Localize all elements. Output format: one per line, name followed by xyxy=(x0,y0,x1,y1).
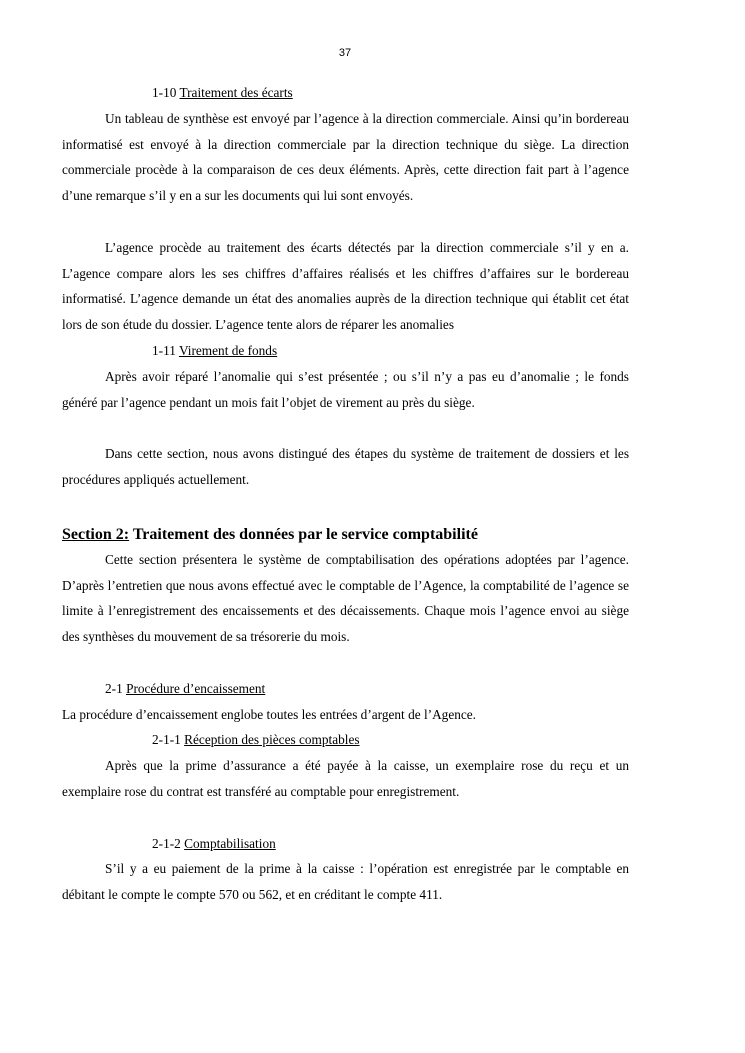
heading-title: Procédure d’encaissement xyxy=(126,680,266,696)
heading-title: Réception des pièces comptables xyxy=(184,732,360,748)
section-2-title xyxy=(62,523,629,547)
paragraph-1: Un tableau de synthèse est envoyé par l’agence à la direction commerciale. Ainsi qu’in bordereau informatisé est envoyé à la direction commerciale par la direction technique du siège. La direction commerciale procède à la comparaison de ces deux éléments. Après, cette direction fait part à l’agence d’une remarque s’il y en a sur les documents qui lui sont envoyés. xyxy=(62,110,629,204)
heading-title: Virement de fonds xyxy=(178,342,278,358)
paragraph-5: Cette section présentera le système de comptabilisation des opérations adoptées par l’agence. D’après l’entretien que nous avons effectué avec le comptable de l’Agence, la comptabilité de l’agence se limite à l’enregistrement des encaissements et des décaissements. Chaque mois l’agence envoi au siège des synthèses du mouvement de sa trésorerie du mois. xyxy=(62,551,629,645)
paragraph-2: L’agence procède au traitement des écarts détectés par la direction commerciale s’il y en a. L’agence compare alors les ses chiffres d’affaires réalisés et les chiffres d’affaires sur le bordereau informatisé. L’agence demande un état des anomalies auprès de la direction technique qui établit cet état lors de son étude du dossier. L’agence tente alors de réparer les anomalies xyxy=(62,239,629,333)
paragraph-8: S’il y a eu paiement de la prime à la caisse : l’opération est enregistrée par le comptable en débitant le compte le compte 570 ou 562, et en créditant le compte 411. xyxy=(62,861,629,903)
heading-1-11 xyxy=(62,338,629,364)
heading-2-1-1 xyxy=(62,727,629,753)
heading-number: 2-1 xyxy=(105,680,127,696)
heading-2-1-2 xyxy=(62,831,629,857)
heading-title: Comptabilisation xyxy=(184,835,276,851)
paragraph-4: Dans cette section, nous avons distingué des étapes du système de traitement de dossiers et les procédures appliqués actuellement. xyxy=(62,446,629,487)
heading-number: 1-11 xyxy=(152,342,179,358)
paragraph-7: Après que la prime d’assurance a été payée à la caisse, un exemplaire rose du reçu et un exemplaire rose du contrat est transféré au comptable pour enregistrement. xyxy=(62,758,629,799)
heading-title: Traitement des écarts xyxy=(179,85,293,100)
section-heading-text: Traitement des données par le service comptabilité xyxy=(129,525,478,543)
page-number: 37 xyxy=(338,47,352,59)
paragraph-3: Après avoir réparé l’anomalie qui s’est présentée ; ou s’il n’y a pas eu d’anomalie ; le fonds généré par l’agence pendant un mois fait l’objet de virement au près du siège. xyxy=(62,368,629,410)
heading-number: 1-10 xyxy=(152,85,180,100)
heading-number: 2-1-2 xyxy=(152,835,185,851)
document-body xyxy=(62,80,629,908)
heading-number: 2-1-1 xyxy=(152,732,185,748)
heading-2-1 xyxy=(62,676,629,702)
section-label: Section 2: xyxy=(62,525,130,543)
heading-1-10 xyxy=(62,80,629,106)
paragraph-6: La procédure d’encaissement englobe toutes les entrées d’argent de l’Agence. xyxy=(62,706,476,722)
